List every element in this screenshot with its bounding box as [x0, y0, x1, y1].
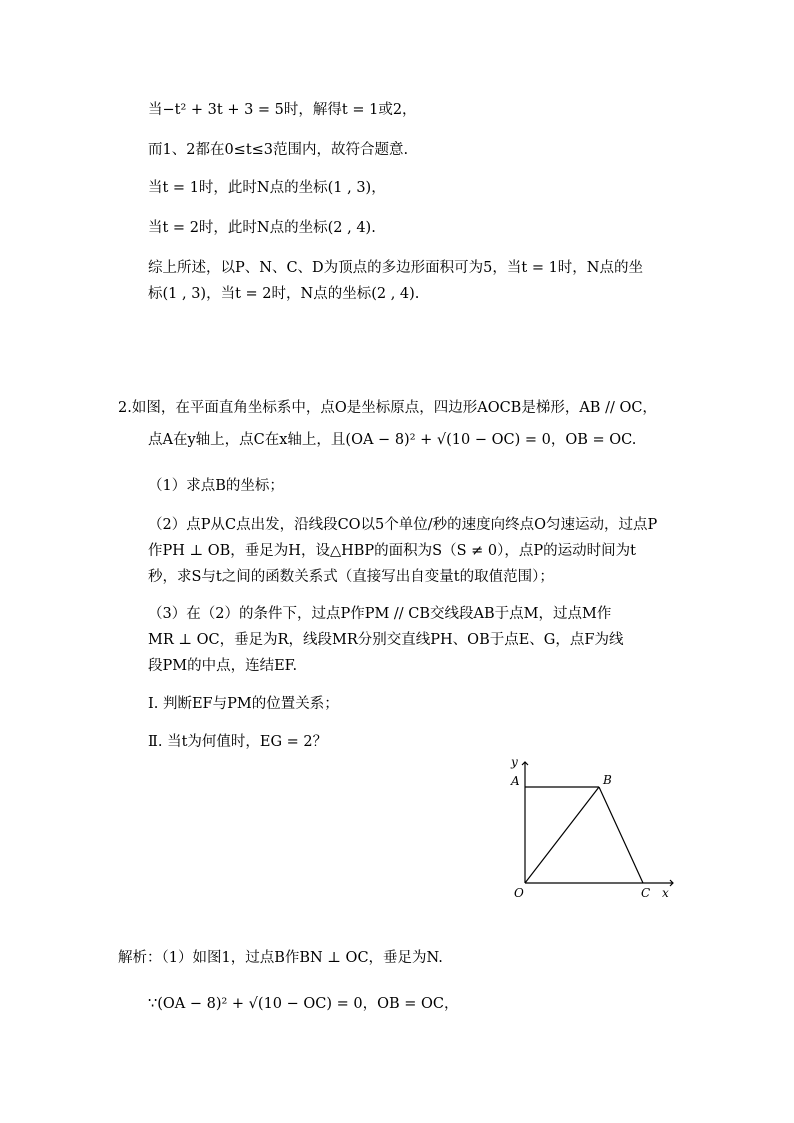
- question-2-line-1: （2）点P从C点出发，沿线段CO以5个单位/秒的速度向终点O匀速运动，过点P: [148, 517, 658, 533]
- question-3-line-3: 段PM的中点，连结EF.: [148, 658, 298, 674]
- question-3-line-2: MR ⊥ OC，垂足为R，线段MR分别交直线PH、OB于点E、G，点F为线: [148, 632, 624, 648]
- label-o: O: [514, 886, 524, 900]
- question-2-line-2: 作PH ⊥ OB，垂足为H，设△HBP的面积为S（S ≠ 0），点P的运动时间为t: [148, 543, 636, 559]
- label-b: B: [603, 773, 612, 787]
- label-x: x: [662, 886, 669, 900]
- sub-question-ii: Ⅱ. 当t为何值时，EG = 2？: [148, 734, 328, 750]
- segment-ob: [525, 787, 599, 883]
- trapezoid-figure: [495, 752, 685, 902]
- text-line-2: 而1、2都在0≤t≤3范围内，故符合题意.: [148, 142, 409, 158]
- problem-stem-line-1: 2.如图，在平面直角坐标系中，点O是坐标原点，四边形AOCB是梯形，AB // OC，: [118, 400, 657, 416]
- question-3-line-1: （3）在（2）的条件下，过点P作PM // CB交线段AB于点M，过点M作: [148, 606, 612, 622]
- analysis-line-1: 解析：（1）如图1，过点B作BN ⊥ OC，垂足为N.: [118, 950, 443, 966]
- text-line-3: 当t = 1时，此时N点的坐标(1 , 3)，: [148, 180, 386, 196]
- label-c: C: [641, 886, 651, 900]
- text-line-4: 当t = 2时，此时N点的坐标(2 , 4).: [148, 220, 376, 236]
- label-a: A: [511, 774, 520, 788]
- analysis-line-2: ∵(OA − 8)² + √(10 − OC) = 0，OB = OC，: [148, 996, 459, 1012]
- question-2-line-3: 秒，求S与t之间的函数关系式（直接写出自变量t的取值范围）；: [148, 569, 554, 585]
- problem-stem-line-2: 点A在y轴上，点C在x轴上，且(OA − 8)² + √(10 − OC) = 0，OB = OC.: [148, 432, 637, 448]
- question-1: （1）求点B的坐标；: [148, 478, 284, 494]
- sub-question-i: Ⅰ. 判断EF与PM的位置关系；: [148, 696, 339, 712]
- segment-bc: [599, 787, 643, 883]
- text-line-5: 综上所述，以P、N、C、D为顶点的多边形面积可为5，当t = 1时，N点的坐: [148, 260, 643, 276]
- text-line-6: 标(1 , 3)，当t = 2时，N点的坐标(2 , 4).: [148, 286, 420, 302]
- label-y: y: [511, 755, 518, 769]
- text-line-1: 当−t² + 3t + 3 = 5时，解得t = 1或2，: [148, 102, 417, 118]
